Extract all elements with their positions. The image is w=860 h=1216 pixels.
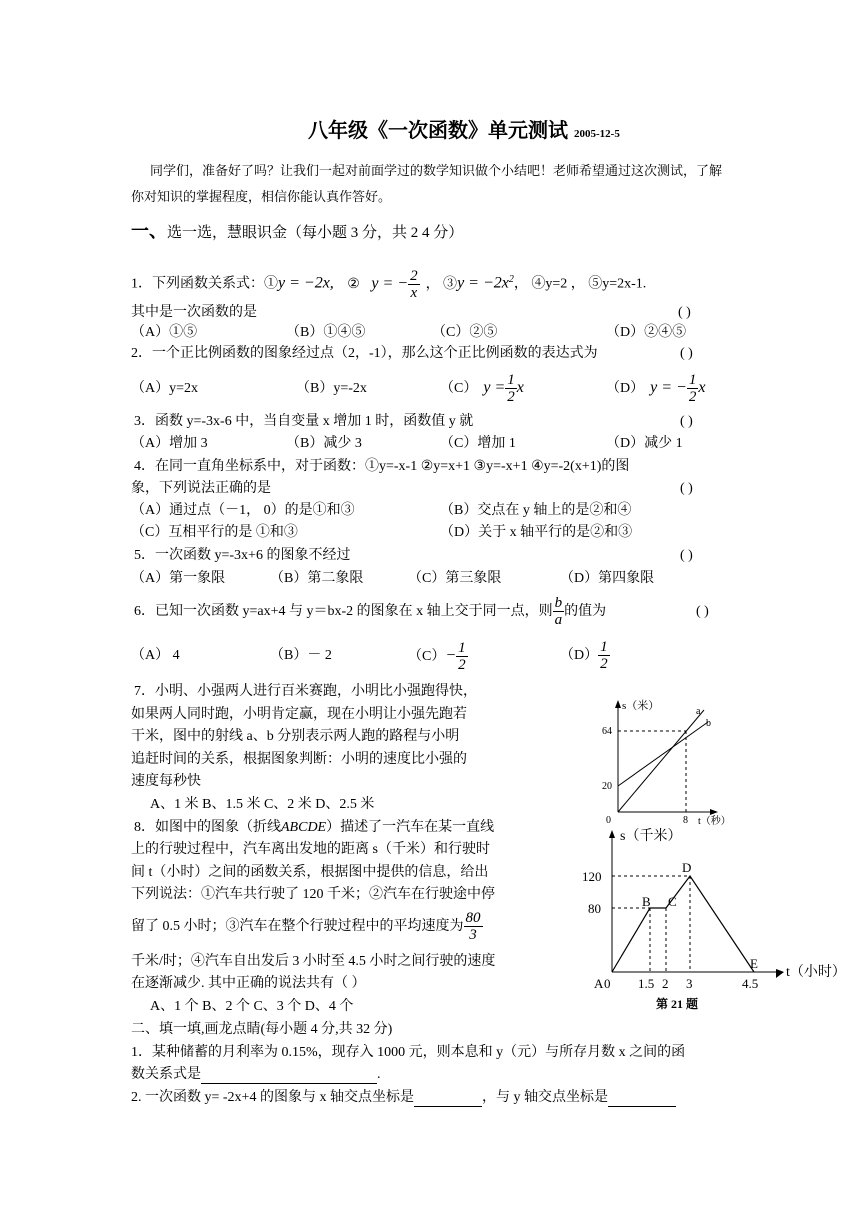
q6-d-num: 1 [600, 639, 608, 656]
fill2-line [131, 1089, 676, 1107]
g2-path-abcde [612, 876, 754, 972]
graph-running-race [586, 696, 736, 826]
q1-rest: ， ④y=2 ， ⑤y=2x-1. [513, 276, 647, 292]
q6-frac-den: a [554, 612, 563, 629]
q1-circle-3: ， ③ [425, 276, 458, 292]
q4-option-c: （C）互相平行的是 ①和③ [131, 525, 298, 540]
q2-d-lhs: y = − [650, 379, 687, 396]
g1-ray-a [618, 710, 704, 812]
q3-option-c: （C）增加 1 [440, 436, 516, 451]
q2-option-c [440, 368, 524, 409]
q8-frac-num: 80 [465, 910, 481, 927]
q8-line-1b: ）描述了一汽车在某一直线 [326, 820, 495, 835]
q6-stem [134, 592, 606, 632]
q8-frac-den: 3 [469, 927, 477, 944]
q1-formula-1: y = −2x, [278, 274, 334, 292]
q8-line-5-text: 留了 0.5 小时；③汽车在整个行驶过程中的平均速度为 [131, 919, 464, 934]
q2-option-b: （B）y=-2x [296, 381, 367, 396]
q6-stem-text: 6．已知一次函数 y=ax+4 与 y＝bx-2 的图象在 x 轴上交于同一点，则 [134, 604, 553, 619]
q8-frac [464, 910, 483, 943]
q2-c-frac [505, 372, 517, 405]
q3-option-b: （B）减少 3 [286, 436, 362, 451]
q6-tail: 的值为 [564, 604, 607, 619]
g2-point-c: C [668, 894, 677, 909]
q1-option-b: （B）①④⑤ [286, 325, 366, 340]
q8-line-1a: 8．如图中的图象（折线 [134, 820, 281, 835]
q7-line-4: 追赶时间的关系，根据图象判断：小明的速度比小强的 [131, 752, 467, 767]
g1-x-label: t（秒） [698, 816, 731, 826]
g2-tick-80: 80 [588, 901, 601, 916]
fill2-blank-x[interactable] [414, 1090, 482, 1107]
fill2-blank-y[interactable] [608, 1090, 676, 1107]
q7-line-1: 7．小明、小强两人进行百米赛跑，小明比小强跑得快， [134, 684, 477, 699]
fill1-line-2-text: 数关系式是 [131, 1067, 201, 1082]
q1-stem-b: 其中是一次函数的是 [131, 305, 257, 320]
q5-paren: ( ) [680, 548, 693, 563]
q8-line-7: 在逐渐减少. 其中正确的说法共有（ ） [131, 976, 366, 991]
g2-point-d: D [682, 860, 692, 875]
q7-line-5: 速度每秒快 [131, 774, 201, 789]
g1-tick-64: 64 [602, 726, 612, 737]
q2-d-den: 2 [688, 389, 697, 406]
q2-option-d [606, 368, 705, 409]
q8-line-1 [134, 819, 494, 837]
section1-heading [131, 222, 463, 242]
q1-option-c: （C）②⑤ [432, 325, 498, 340]
q5-stem: 5．一次函数 y=-3x+6 的图象不经过 [134, 548, 351, 563]
q6-option-b: （B）－ 2 [270, 648, 332, 663]
section1-text: 选一选，慧眼识金（每小题 3 分，共 2 4 分） [167, 225, 464, 241]
g2-y-arrow-icon [609, 830, 615, 838]
q6-frac [553, 595, 565, 628]
section2-heading: 二、填一填,画龙点睛(每小题 4 分,共 32 分) [131, 1022, 393, 1037]
q1-formula-2-lhs: y = − [371, 274, 409, 292]
q8-line-3: 间 t（小时）之间的函数关系，根据图中提供的信息，给出 [131, 865, 489, 880]
q8-line-2: 上的行驶过程中，汽车离出发地的距离 s（千米）和行驶时 [131, 842, 490, 857]
q8-line-5 [131, 907, 483, 947]
q2-d-frac [687, 372, 699, 405]
g1-origin: 0 [606, 815, 611, 826]
q5-option-a: （A）第一象限 [131, 571, 226, 586]
q3-option-a: （A）增加 3 [131, 436, 208, 451]
q6-frac-num: b [554, 595, 563, 612]
q1-option-a: （A）①⑤ [131, 325, 198, 340]
fill2-text-a: 2. 一次函数 y= -2x+4 的图象与 x 轴交点坐标是 [131, 1090, 414, 1105]
q4-option-d: （D）关于 x 轴平行的是②和③ [440, 525, 633, 540]
q2-paren: ( ) [680, 346, 693, 361]
q4-stem-b: 象，下列说法正确的是 [131, 481, 271, 496]
q4-option-b: （B）交点在 y 轴上的是②和④ [440, 503, 632, 518]
graph-car-trip [580, 826, 846, 1014]
q1-paren: ( ) [678, 305, 691, 320]
title-text: 八年级《一次函数》单元测试 [308, 118, 568, 142]
intro-line-1: 同学们，准备好了吗？让我们一起对前面学过的数学知识做个小结吧！老师希望通过这次测试，了解 [150, 163, 723, 178]
q2-c-label: （C） [440, 381, 478, 396]
fill1-blank[interactable] [201, 1067, 377, 1084]
g1-y-label: s（米） [622, 700, 660, 712]
g2-tick-15: 1.5 [638, 976, 655, 991]
q7-options: A、1 米 B、1.5 米 C、2 米 D、2.5 米 [150, 797, 375, 812]
g1-tick-8: 8 [683, 815, 688, 826]
q2-c-den: 2 [507, 389, 515, 406]
q1-f2-num: 2 [410, 267, 418, 284]
g2-point-a: A [594, 976, 604, 991]
q6-c-label: （C） [408, 649, 446, 664]
q1-stem-a: 1．下列函数关系式：① [131, 276, 278, 292]
q5-option-d: （D）第四象限 [560, 571, 655, 586]
q6-d-frac [598, 639, 610, 672]
q8-line-4: 下列说法：①汽车共行驶了 120 千米；②汽车在行驶途中停 [131, 887, 495, 902]
q6-c-minus: − [445, 647, 457, 664]
g2-tick-2: 2 [662, 976, 669, 991]
g1-ray-b [618, 722, 708, 786]
g1-label-a: a [696, 706, 701, 717]
q6-d-label: （D） [560, 648, 599, 663]
fill1-line-2: 数关系式是 . [131, 1067, 381, 1082]
g1-label-b: b [706, 718, 711, 729]
q6-c-num: 1 [458, 640, 466, 657]
q6-option-d [560, 636, 610, 676]
q1-formula-3: y = −2x [457, 274, 509, 292]
q2-c-num: 1 [507, 372, 515, 389]
q4-paren: ( ) [680, 481, 693, 496]
q3-option-d: （D）减少 1 [606, 436, 683, 451]
q7-line-3: 干米，图中的射线 a、b 分别表示两人跑的路程与小明 [131, 729, 460, 744]
q2-c-lhs: y = [483, 379, 506, 396]
g2-x-label: t（小时） [786, 965, 846, 980]
g2-tick-120: 120 [582, 869, 602, 884]
q7-line-2: 如果两人同时跑，小明肯定赢，现在小明让小强先跑若 [131, 707, 467, 722]
q1-f2-den: x [410, 284, 418, 301]
q2-d-var: x [698, 379, 706, 396]
q1-stem [131, 260, 646, 305]
q1-formula-2-frac [408, 268, 420, 301]
q6-option-c [408, 636, 468, 677]
intro-line-2: 你对知识的掌握程度，相信你能认真作答好。 [131, 189, 392, 204]
q2-option-a: （A）y=2x [131, 381, 199, 396]
fill2-text-b: ，与 y 轴交点坐标是 [481, 1090, 608, 1105]
q5-option-b: （B）第二象限 [270, 571, 364, 586]
g2-point-e: E [750, 956, 758, 971]
page-title [308, 114, 620, 143]
q8-options: A、1 个 B、2 个 C、3 个 D、4 个 [150, 999, 354, 1014]
g2-caption: 第 21 题 [656, 997, 699, 1011]
g2-y-label: s（千米） [620, 829, 682, 844]
q1-formula-3-sup: 2 [508, 274, 514, 285]
date: 2005-12-5 [574, 128, 620, 140]
q6-option-a: （A） 4 [131, 648, 180, 663]
g2-x-arrow-icon [776, 969, 784, 978]
g1-x-arrow-icon [710, 809, 718, 815]
q1-circle-2: ② [347, 276, 360, 292]
q6-d-den: 2 [600, 656, 608, 673]
g2-origin: 0 [604, 976, 611, 991]
fill1-line-1: 1．某种储蓄的月利率为 0.15%，现存入 1000 元，则本息和 y（元）与所存月数 x 之间的函 [131, 1045, 686, 1060]
q2-c-var: x [516, 379, 524, 396]
section1-label: 一、 [131, 221, 167, 241]
q6-c-den: 2 [458, 657, 466, 674]
g1-y-arrow-icon [615, 700, 621, 708]
q8-line-1i: ABCDE [281, 820, 327, 835]
q2-stem: 2．一个正比例函数的图象经过点（2，-1），那么这个正比例函数的表达式为 [131, 346, 598, 361]
g1-tick-20: 20 [602, 781, 612, 792]
q1-option-d: （D）②④⑤ [606, 325, 687, 340]
q3-stem: 3．函数 y=-3x-6 中，当自变量 x 增加 1 时，函数值 y 就 [134, 414, 474, 429]
q2-d-label: （D） [606, 381, 645, 396]
g2-point-b: B [642, 894, 651, 909]
q6-c-frac [456, 640, 468, 673]
q6-paren: ( ) [696, 604, 709, 619]
q3-paren: ( ) [680, 414, 693, 429]
q4-option-a: （A）通过点（－1， 0）的是①和③ [131, 503, 355, 518]
q5-option-c: （C）第三象限 [408, 571, 502, 586]
q8-line-6: 千米/时；④汽车自出发后 3 小时至 4.5 小时之间行驶的速度 [131, 954, 496, 969]
q4-stem-a: 4．在同一直角坐标系中，对于函数：①y=-x-1 ②y=x+1 ③y=-x+1 ④y=-2(x+1)的图 [134, 459, 630, 474]
q2-d-num: 1 [688, 372, 697, 389]
g2-tick-3: 3 [686, 976, 693, 991]
g2-tick-45: 4.5 [742, 976, 759, 991]
